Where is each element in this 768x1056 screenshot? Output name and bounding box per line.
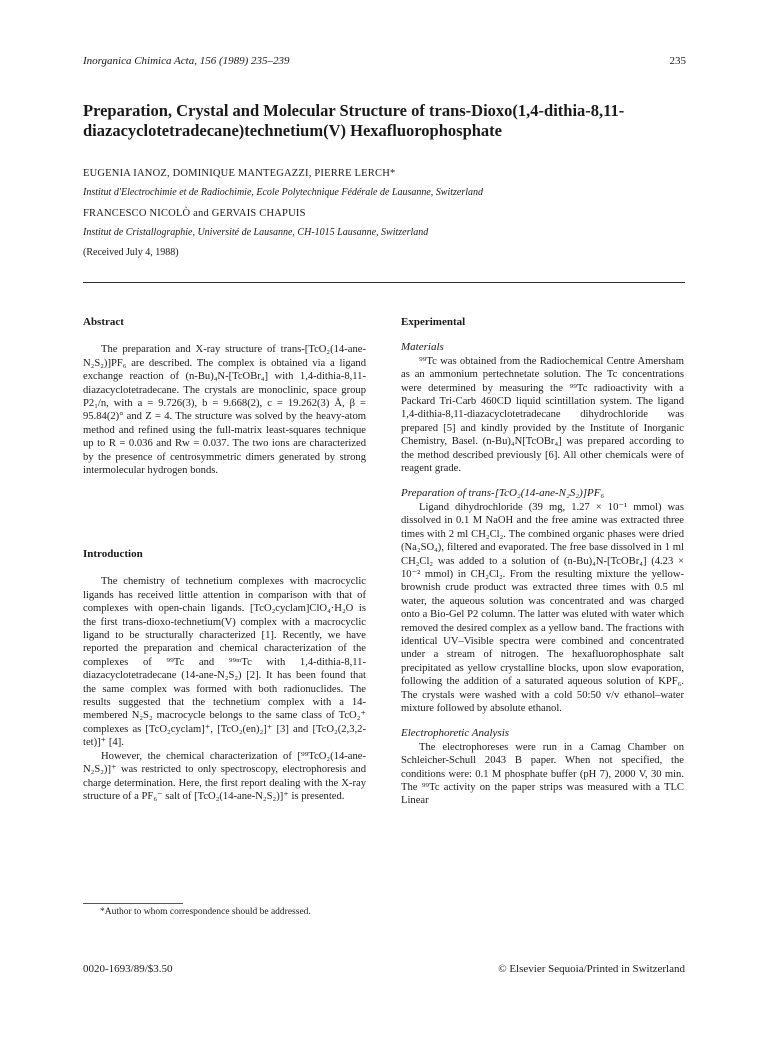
authors-group-1: EUGENIA IANOZ, DOMINIQUE MANTEGAZZI, PIERRE LERCH* xyxy=(83,168,396,179)
electrophoretic-heading: Electrophoretic Analysis xyxy=(401,727,510,740)
preparation-heading: Preparation of trans-[TcO₂(14-ane-N₂S₂)]PF₆ xyxy=(401,487,605,500)
affiliation-2: Institut de Cristallographie, Université de Lausanne, CH-1015 Lausanne, Switzerland xyxy=(83,227,429,238)
experimental-section xyxy=(401,316,684,808)
issn-price: 0020-1693/89/$3.50 xyxy=(83,963,173,975)
abstract-section xyxy=(83,316,366,477)
authors-group-2: FRANCESCO NICOLÒ and GERVAIS CHAPUIS xyxy=(83,208,306,219)
received-date: (Received July 4, 1988) xyxy=(83,247,179,258)
preparation-text: Ligand dihydrochloride (39 mg, 1.27 × 10⁻¹ mmol) was dissolved in 0.1 M NaOH and the free amine was extracted three times with 2 ml CH₂Cl₂. The combined organic phases were dried (Na₂SO₄), filtered and evaporated. The free base dissolved in 1 ml CH₂Cl₂ was added to a solution of (n-Bu)₄N-[TcOBr₄] (4.23 × 10⁻² mmol) in CH₂Cl₂. From the resulting mixture the yellow-brownish crude product was extracted three times with 0.5 ml water, the aqueous solution was concentrated and was charged onto a Bio-Gel P2 column. The latter was eluted with water which removed the desired complex as a yellow band. The fractions with identical UV–Visible spectra were combined and concentrated under a stream of nitrogen. The hexafluorophosphate salt precipitated as yellow crystalline blocks, upon slow evaporation, following the addition of a saturated aqueous solution of KPF₆. The crystals were washed with a cold 50:50 v/v ethanol–water mixture followed by absolute ethanol. xyxy=(401,501,684,714)
header-divider xyxy=(83,282,685,283)
article-title: Preparation, Crystal and Molecular Structure of trans-Dioxo(1,4-dithia-8,11-diazacyclotetradecane)technetium(V) Hexafluorophosphate xyxy=(83,101,625,140)
introduction-heading: Introduction xyxy=(83,548,143,560)
footnote: *Author to whom correspondence should be addressed. xyxy=(100,907,311,917)
materials-heading: Materials xyxy=(401,341,444,354)
journal-citation: Inorganica Chimica Acta, 156 (1989) 235–239 xyxy=(83,55,290,67)
introduction-paragraph-1: The chemistry of technetium complexes with macrocyclic ligands has received little attention in comparison with that of complexes with open-chain ligands. [TcO₂cyclam]ClO₄·H₂O is the first trans-dioxo-technetium(V) complex with a macrocyclic ligand to be structurally characterized [1]. Recently, we have reported the preparation and chemical characterization of the complexes of ⁹⁹Tc and ⁹⁹ᵐTc with 1,4-dithia-8,11-diazacyclotetradecane (14-ane-N₂S₂) [2]. It has been found that the same complex was formed with both radionuclides. The results suggested that the technetium complex with a 14-membered N₂S₂ macrocycle belongs to the same class of TcO₂⁺ complexes as [TcO₂cyclam]⁺, [TcO₂(en)₂]⁺ [3] and [TcO₂(2,3,2-tet)]⁺ [4]. xyxy=(83,576,366,749)
page-number: 235 xyxy=(669,55,686,67)
publisher-line: © Elsevier Sequoia/Printed in Switzerland xyxy=(498,963,685,975)
experimental-heading: Experimental xyxy=(401,316,466,328)
affiliation-1: Institut d'Electrochimie et de Radiochimie, Ecole Polytechnique Fédérale de Lausanne, Switzerland xyxy=(83,187,483,198)
footnote-divider xyxy=(83,903,183,904)
introduction-section xyxy=(83,548,366,803)
materials-text: ⁹⁹Tc was obtained from the Radiochemical Centre Amersham as an ammonium pertechnetate solution. The Tc concentrations were determined by measuring the ⁹⁹Tc radioactivity with a Packard Tri-Carb 460CD liquid scintillation system. The ligand 1,4-dithia-8,11-diazacyclotetradecane dihydrochloride was prepared [5] and kindly provided by the Institute of Inorganic Chemistry, Basel. (n-Bu)₄N[TcOBr₄] was prepared according to the method described previously [6]. All other chemicals were of reagent grade. xyxy=(401,355,684,475)
electrophoretic-text: The electrophoreses were run in a Camag Chamber on Schleicher-Schull 2043 B paper. When not specified, the conditions were: 0.1 M phosphate buffer (pH 7), 2000 V, 30 min. The ⁹⁹Tc activity on the paper strips was measured with a TLC Linear xyxy=(401,741,684,807)
abstract-text: The preparation and X-ray structure of trans-[TcO₂(14-ane-N₂S₂)]PF₆ are described. The complex is obtained via a ligand exchange reaction of (n-Bu)₄N-[TcOBr₄] with 1,4-dithia-8,11-diazacyclotetradecane. The crystals are monoclinic, space group P2₁/n, with a = 9.726(3), b = 9.668(2), c = 19.262(3) Å, β = 95.84(2)° and Z = 4. The structure was solved by the heavy-atom method and refined using the full-matrix least-squares technique up to R = 0.036 and Rw = 0.037. The two ions are characterized by the presence of centrosymmetric dimers generated by strong intermolecular hydrogen bonds. xyxy=(83,344,366,477)
abstract-heading: Abstract xyxy=(83,316,124,328)
introduction-paragraph-2: However, the chemical characterization of [⁹⁹TcO₂(14-ane-N₂S₂)]⁺ was restricted to only spectroscopy, electrophoresis and charge determination. Here, the first report dealing with the X-ray structure of a PF₆⁻ salt of [TcO₂(14-ane-N₂S₂)]⁺ is presented. xyxy=(83,750,366,802)
